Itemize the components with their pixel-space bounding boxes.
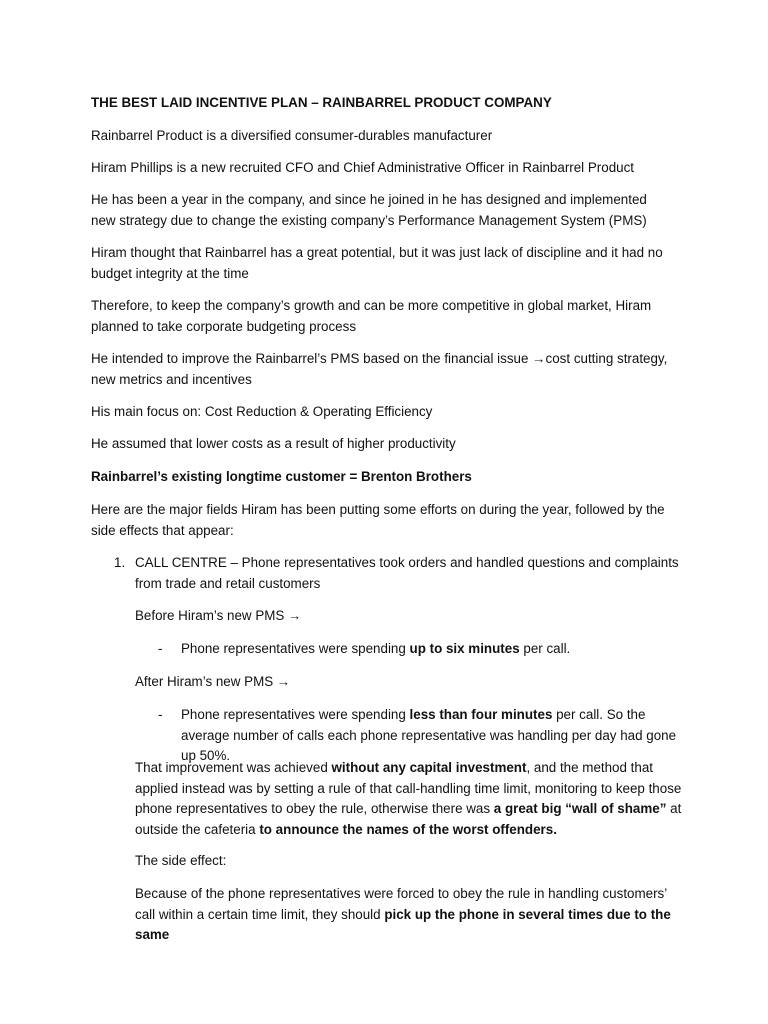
improvement-text-e: at outside the cafeteria — [135, 801, 682, 837]
bullet-dash: - — [158, 707, 163, 722]
improvement-text-bold-2: a great big “wall of shame” — [493, 801, 667, 817]
side-effect-label: The side effect: — [135, 853, 227, 868]
after-pms-label: After Hiram’s new PMS → — [135, 674, 291, 689]
after-text-a: Phone representatives were spending — [181, 707, 410, 722]
improvement-text-a: That improvement was achieved — [135, 760, 332, 775]
before-text-a: Phone representatives were spending — [181, 641, 410, 656]
after-text-bold: less than four minutes — [409, 707, 553, 722]
side-effect-paragraph — [135, 884, 680, 946]
before-text-c: per call. — [519, 641, 571, 656]
list-number: 1. — [114, 555, 126, 570]
bullet-dash: - — [158, 641, 163, 656]
document-title: THE BEST LAID INCENTIVE PLAN – RAINBARREL PRODUCT COMPANY — [91, 95, 552, 110]
paragraph-company: Rainbarrel Product is a diversified consumer-durables manufacturer — [91, 128, 493, 143]
paragraph-pms: He intended to improve the Rainbarrel’s PMS based on the financial issue →cost cutting strategy, new metrics and incentives — [91, 351, 668, 387]
paragraph-major-fields: Here are the major fields Hiram has been putting some efforts on during the year, followed by the side effects that appear: — [91, 502, 665, 538]
improvement-text-bold-3: to announce the names of the worst offenders. — [259, 821, 557, 837]
paragraph-focus: His main focus on: Cost Reduction & Operating Efficiency — [91, 404, 433, 419]
improvement-paragraph — [135, 758, 683, 840]
side-effect-text-bold: pick up the phone in several times due to the same — [135, 906, 671, 943]
after-text-c: per call. So the average number of calls each phone representative was handling per day had gone up 50%. — [181, 707, 677, 764]
paragraph-hiram-intro: Hiram Phillips is a new recruited CFO and Chief Administrative Officer in Rainbarrel Product — [91, 160, 635, 175]
paragraph-potential: Hiram thought that Rainbarrel has a great potential, but it was just lack of discipline and it had no budget integrity at the time — [91, 245, 663, 281]
paragraph-strategy: He has been a year in the company, and since he joined in he has designed and implemented new strategy due to change the existing company’s Performance Management System (PMS) — [91, 192, 647, 228]
list-item-call-centre: CALL CENTRE – Phone representatives took orders and handled questions and complaints from trade and retail customers — [135, 555, 679, 591]
before-text-bold: up to six minutes — [409, 641, 520, 656]
before-pms-bullet — [181, 639, 681, 660]
side-effect-text-a: Because of the phone representatives were forced to obey the rule in handling customers’ call within a certain time limit, they should — [135, 886, 667, 922]
paragraph-budgeting: Therefore, to keep the company’s growth and can be more competitive in global market, Hiram planned to take corporate budgeting process — [91, 298, 652, 334]
improvement-text-bold-1: without any capital investment — [331, 760, 527, 775]
paragraph-customer: Rainbarrel’s existing longtime customer = Brenton Brothers — [91, 469, 472, 484]
before-pms-label: Before Hiram’s new PMS → — [135, 608, 302, 623]
paragraph-assumption: He assumed that lower costs as a result of higher productivity — [91, 436, 456, 451]
improvement-text-c: , and the method that applied instead was by setting a rule of that call-handling time limit, monitoring to keep those phone representatives to obey the rule, otherwise there was — [135, 760, 682, 817]
